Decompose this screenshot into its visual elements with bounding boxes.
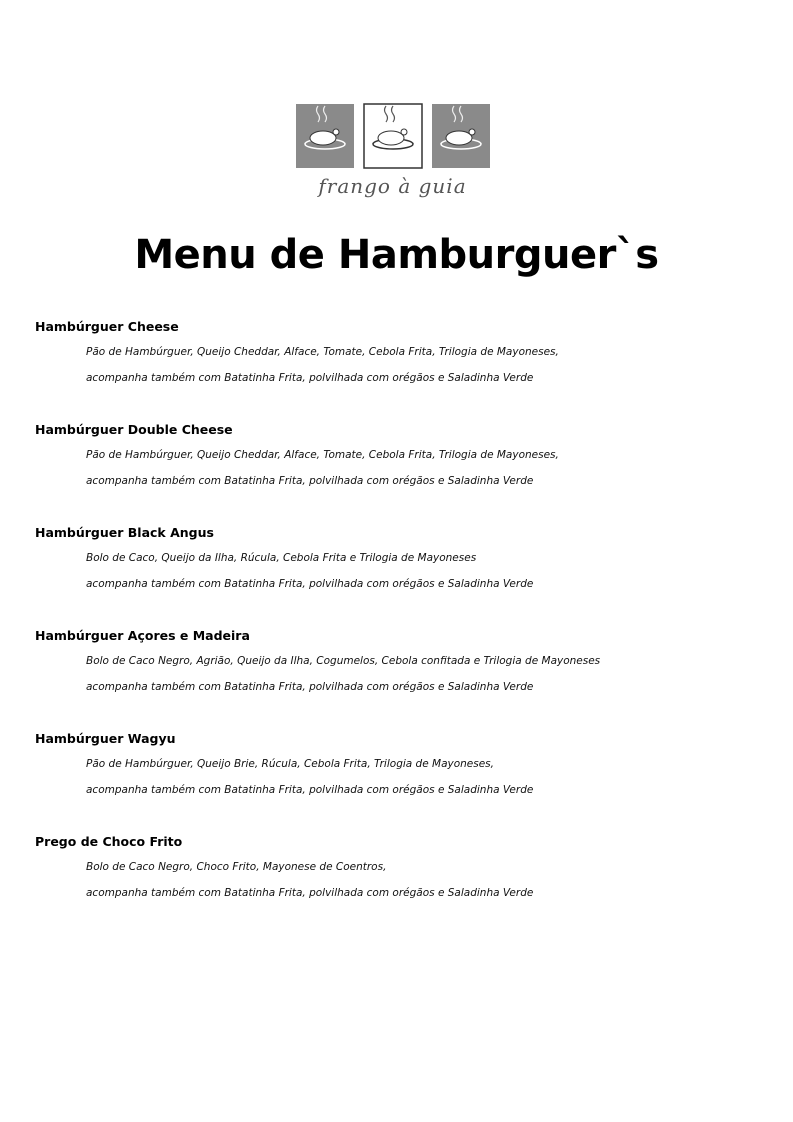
menu-item xyxy=(35,833,755,936)
menu-item-name: Hambúrguer Cheese xyxy=(35,319,179,334)
menu-item xyxy=(35,730,755,833)
menu-item-name: Hambúrguer Double Cheese xyxy=(35,422,233,437)
menu-item xyxy=(35,421,755,524)
menu-item-description: Bolo de Caco, Queijo da Ilha, Rúcula, Cebola Frita e Trilogia de Mayoneses xyxy=(86,552,477,564)
menu-item-name: Hambúrguer Wagyu xyxy=(35,731,176,746)
menu-item-name: Hambúrguer Black Angus xyxy=(35,525,214,540)
menu-item xyxy=(35,627,755,730)
menu-item-side: acompanha também com Batatinha Frita, polvilhada com orégãos e Saladinha Verde xyxy=(86,578,534,590)
menu-item-description: Pão de Hambúrguer, Queijo Brie, Rúcula, Cebola Frita, Trilogia de Mayoneses, xyxy=(86,758,494,770)
logo-chicken-panels xyxy=(290,100,495,172)
page-title: Menu de Hamburguer`s xyxy=(134,232,659,278)
menu-item-name: Prego de Choco Frito xyxy=(35,834,183,849)
menu-item-description: Pão de Hambúrguer, Queijo Cheddar, Alface, Tomate, Cebola Frita, Trilogia de Mayoneses, xyxy=(86,346,559,358)
menu-item-side: acompanha também com Batatinha Frita, polvilhada com orégãos e Saladinha Verde xyxy=(86,475,534,487)
menu-item-description: Bolo de Caco Negro, Choco Frito, Mayonese de Coentros, xyxy=(86,861,387,873)
menu-item-description: Pão de Hambúrguer, Queijo Cheddar, Alface, Tomate, Cebola Frita, Trilogia de Mayoneses, xyxy=(86,449,559,461)
menu-item-side: acompanha também com Batatinha Frita, polvilhada com orégãos e Saladinha Verde xyxy=(86,887,534,899)
menu-item-side: acompanha também com Batatinha Frita, polvilhada com orégãos e Saladinha Verde xyxy=(86,681,534,693)
logo-wordmark: frango à guia xyxy=(318,174,467,198)
menu-item-side: acompanha também com Batatinha Frita, polvilhada com orégãos e Saladinha Verde xyxy=(86,372,534,384)
menu-item-side: acompanha também com Batatinha Frita, polvilhada com orégãos e Saladinha Verde xyxy=(86,784,534,796)
brand-logo xyxy=(290,100,495,210)
menu-item-name: Hambúrguer Açores e Madeira xyxy=(35,628,250,643)
menu-item xyxy=(35,524,755,627)
menu-list xyxy=(35,318,755,936)
menu-item-description: Bolo de Caco Negro, Agrião, Queijo da Ilha, Cogumelos, Cebola confitada e Trilogia de Mayoneses xyxy=(86,655,601,667)
menu-item xyxy=(35,318,755,421)
